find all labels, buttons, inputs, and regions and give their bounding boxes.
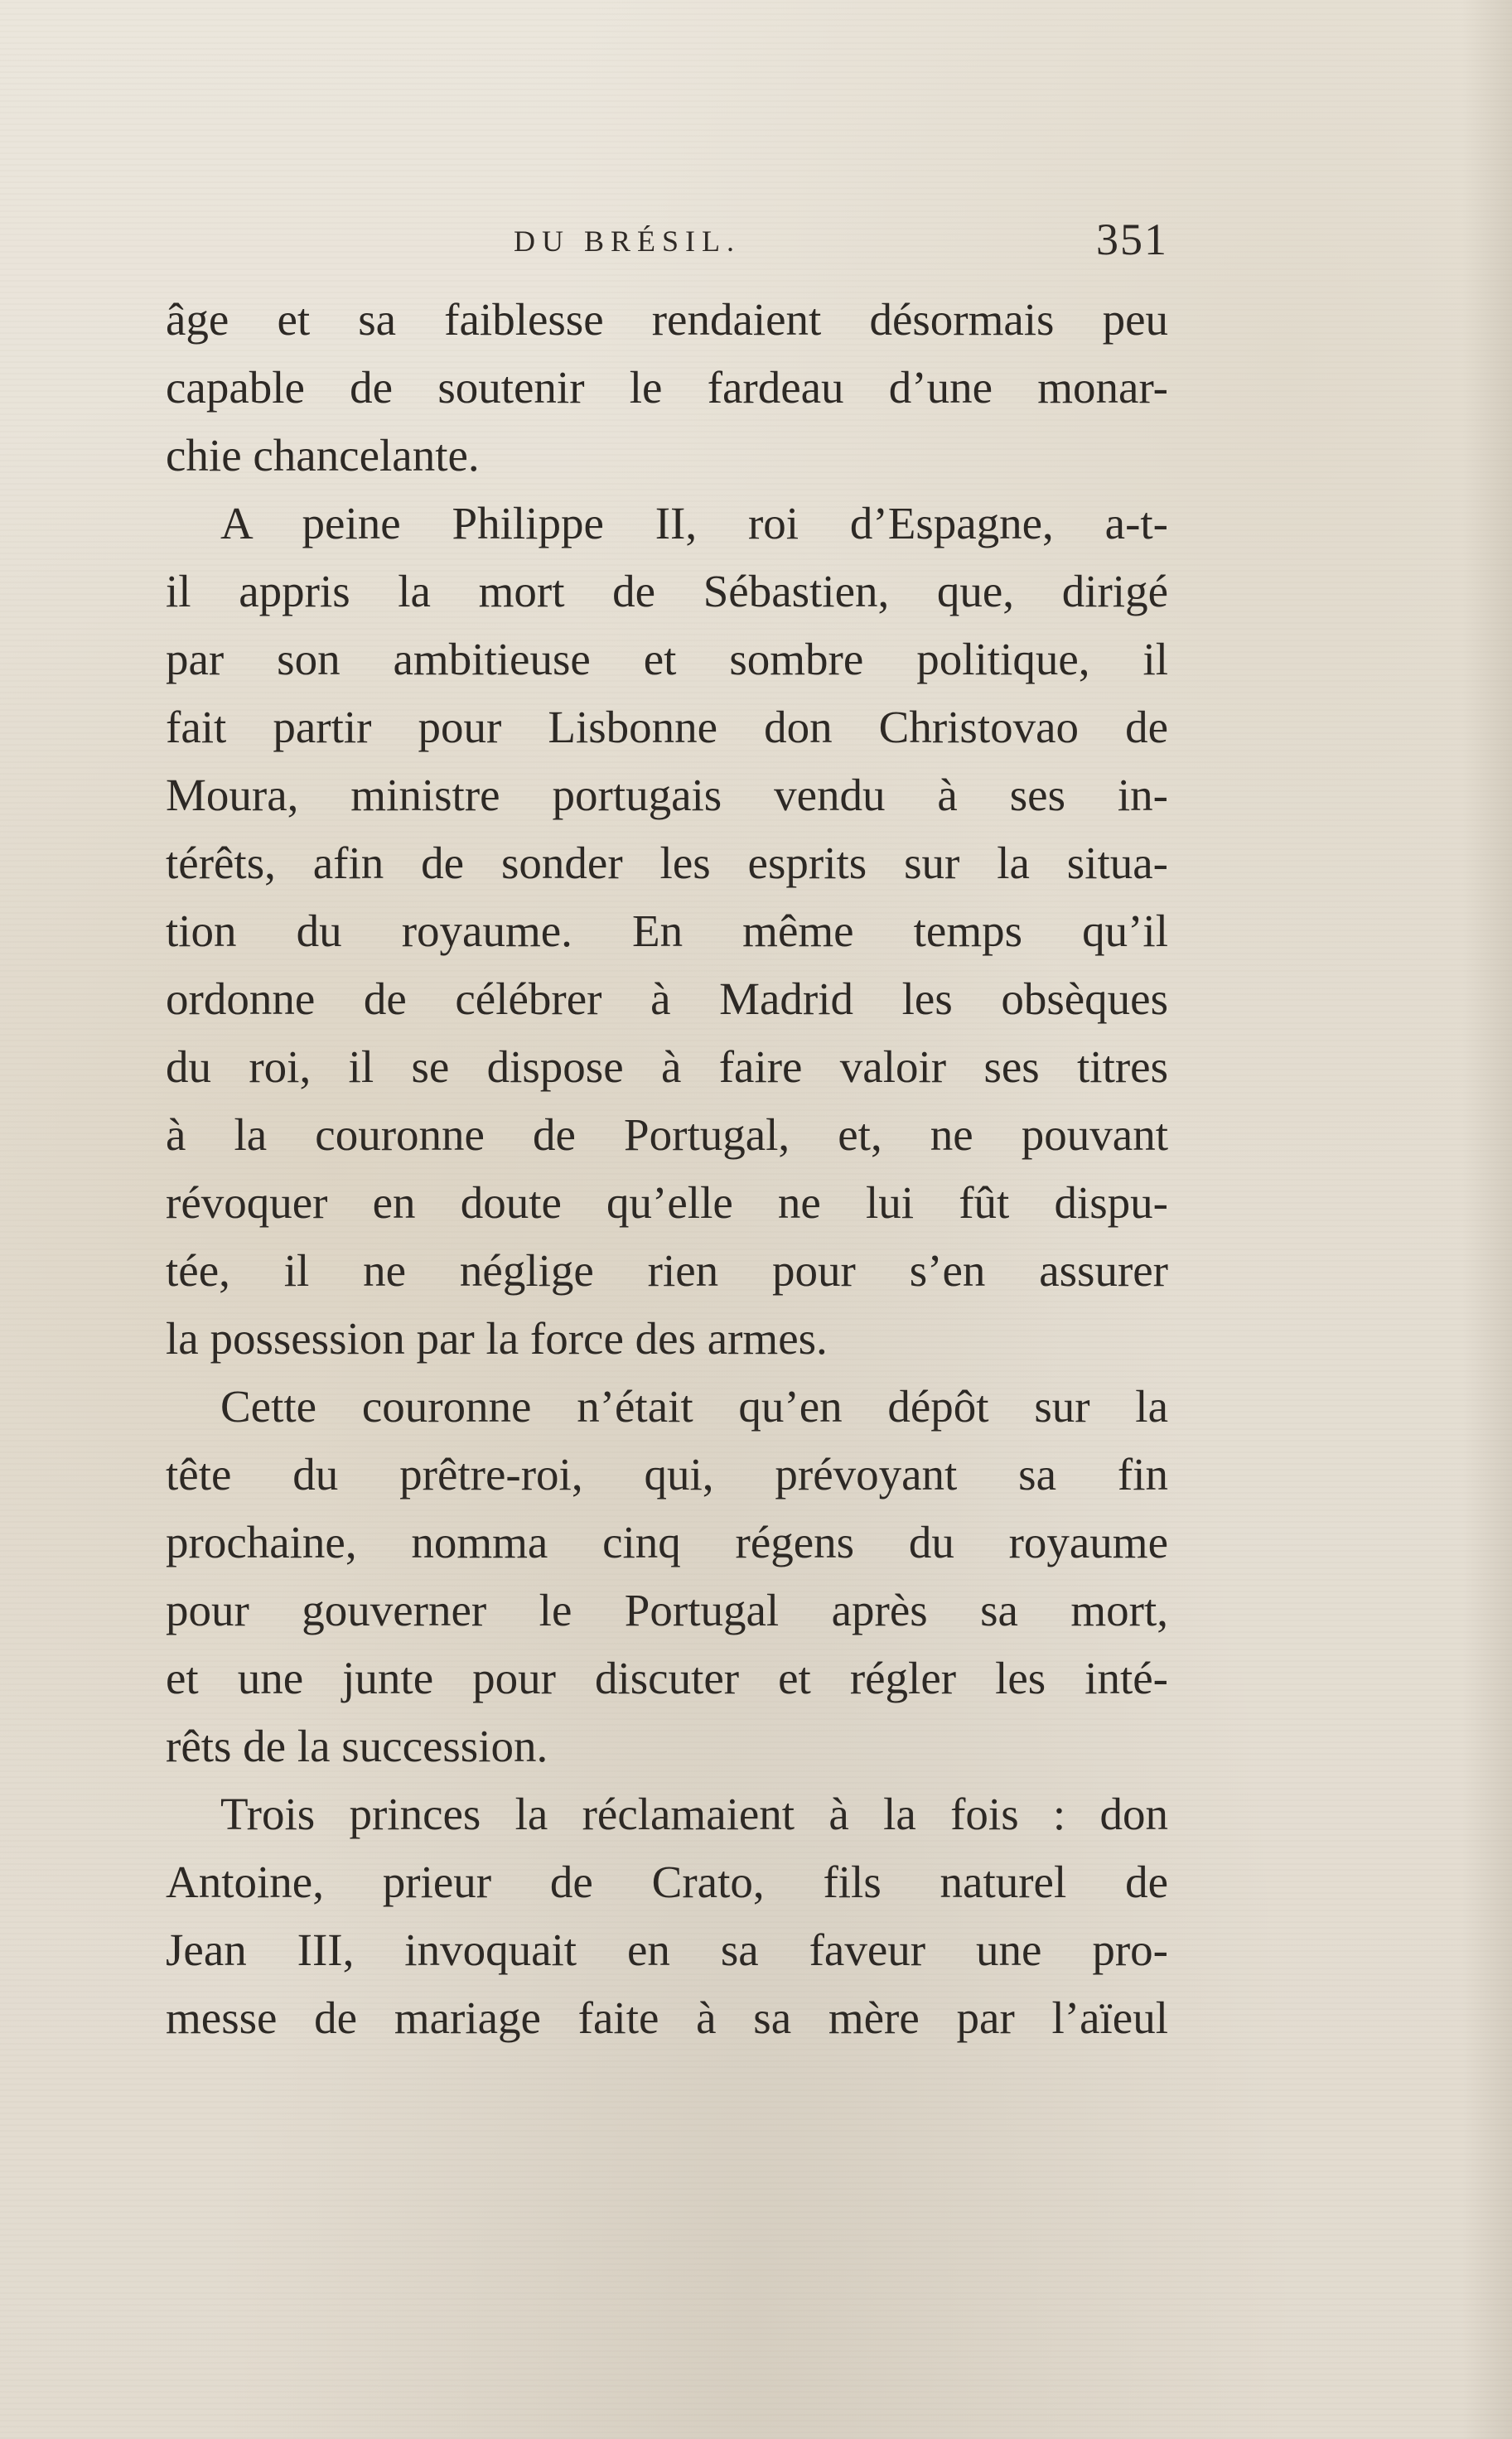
text-line: tée, il ne néglige rien pour s’en assurer bbox=[166, 1245, 1168, 1296]
text-line: fait partir pour Lisbonne don Christovao de bbox=[166, 702, 1168, 752]
text-line: chie chancelante. bbox=[166, 430, 480, 481]
text-line: Trois princes la réclamaient à la fois : don bbox=[220, 1789, 1168, 1839]
text-line: Antoine, prieur de Crato, fils naturel de bbox=[166, 1857, 1168, 1907]
text-line: Jean III, invoquait en sa faveur une pro- bbox=[166, 1925, 1168, 1975]
text-line: prochaine, nomma cinq régens du royaume bbox=[166, 1517, 1168, 1567]
text-line: térêts, afin de sonder les esprits sur la situa- bbox=[166, 838, 1168, 888]
text-line: tête du prêtre-roi, qui, prévoyant sa fin bbox=[166, 1449, 1168, 1500]
text-line: âge et sa faiblesse rendaient désormais peu bbox=[166, 294, 1168, 345]
text-line: révoquer en doute qu’elle ne lui fût dispu- bbox=[166, 1177, 1168, 1228]
text-line: messe de mariage faite à sa mère par l’aïeul bbox=[166, 1992, 1168, 2043]
text-line: la possession par la force des armes. bbox=[166, 1313, 828, 1364]
text-line: capable de soutenir le fardeau d’une monar- bbox=[166, 362, 1168, 413]
text-line: et une junte pour discuter et régler les inté- bbox=[166, 1653, 1168, 1703]
text-line: par son ambitieuse et sombre politique, il bbox=[166, 634, 1168, 684]
text-line: ordonne de célébrer à Madrid les obsèques bbox=[166, 973, 1168, 1024]
running-head: DU BRÉSIL. bbox=[514, 225, 742, 258]
text-line: du roi, il se dispose à faire valoir ses titres bbox=[166, 1041, 1168, 1092]
page-edge-shadow bbox=[1462, 0, 1512, 2439]
body-text bbox=[166, 286, 1168, 2052]
text-line: pour gouverner le Portugal après sa mort, bbox=[166, 1585, 1168, 1635]
text-line: rêts de la succession. bbox=[166, 1721, 548, 1771]
text-line: Moura, ministre portugais vendu à ses in- bbox=[166, 770, 1168, 820]
text-line: Cette couronne n’était qu’en dépôt sur la bbox=[220, 1381, 1168, 1432]
page-number: 351 bbox=[1096, 215, 1168, 264]
text-line: il appris la mort de Sébastien, que, dirigé bbox=[166, 566, 1168, 616]
text-line: tion du royaume. En même temps qu’il bbox=[166, 906, 1168, 956]
page-header bbox=[166, 214, 1168, 272]
text-line: à la couronne de Portugal, et, ne pouvant bbox=[166, 1109, 1168, 1160]
text-line: A peine Philippe II, roi d’Espagne, a-t- bbox=[220, 498, 1168, 548]
